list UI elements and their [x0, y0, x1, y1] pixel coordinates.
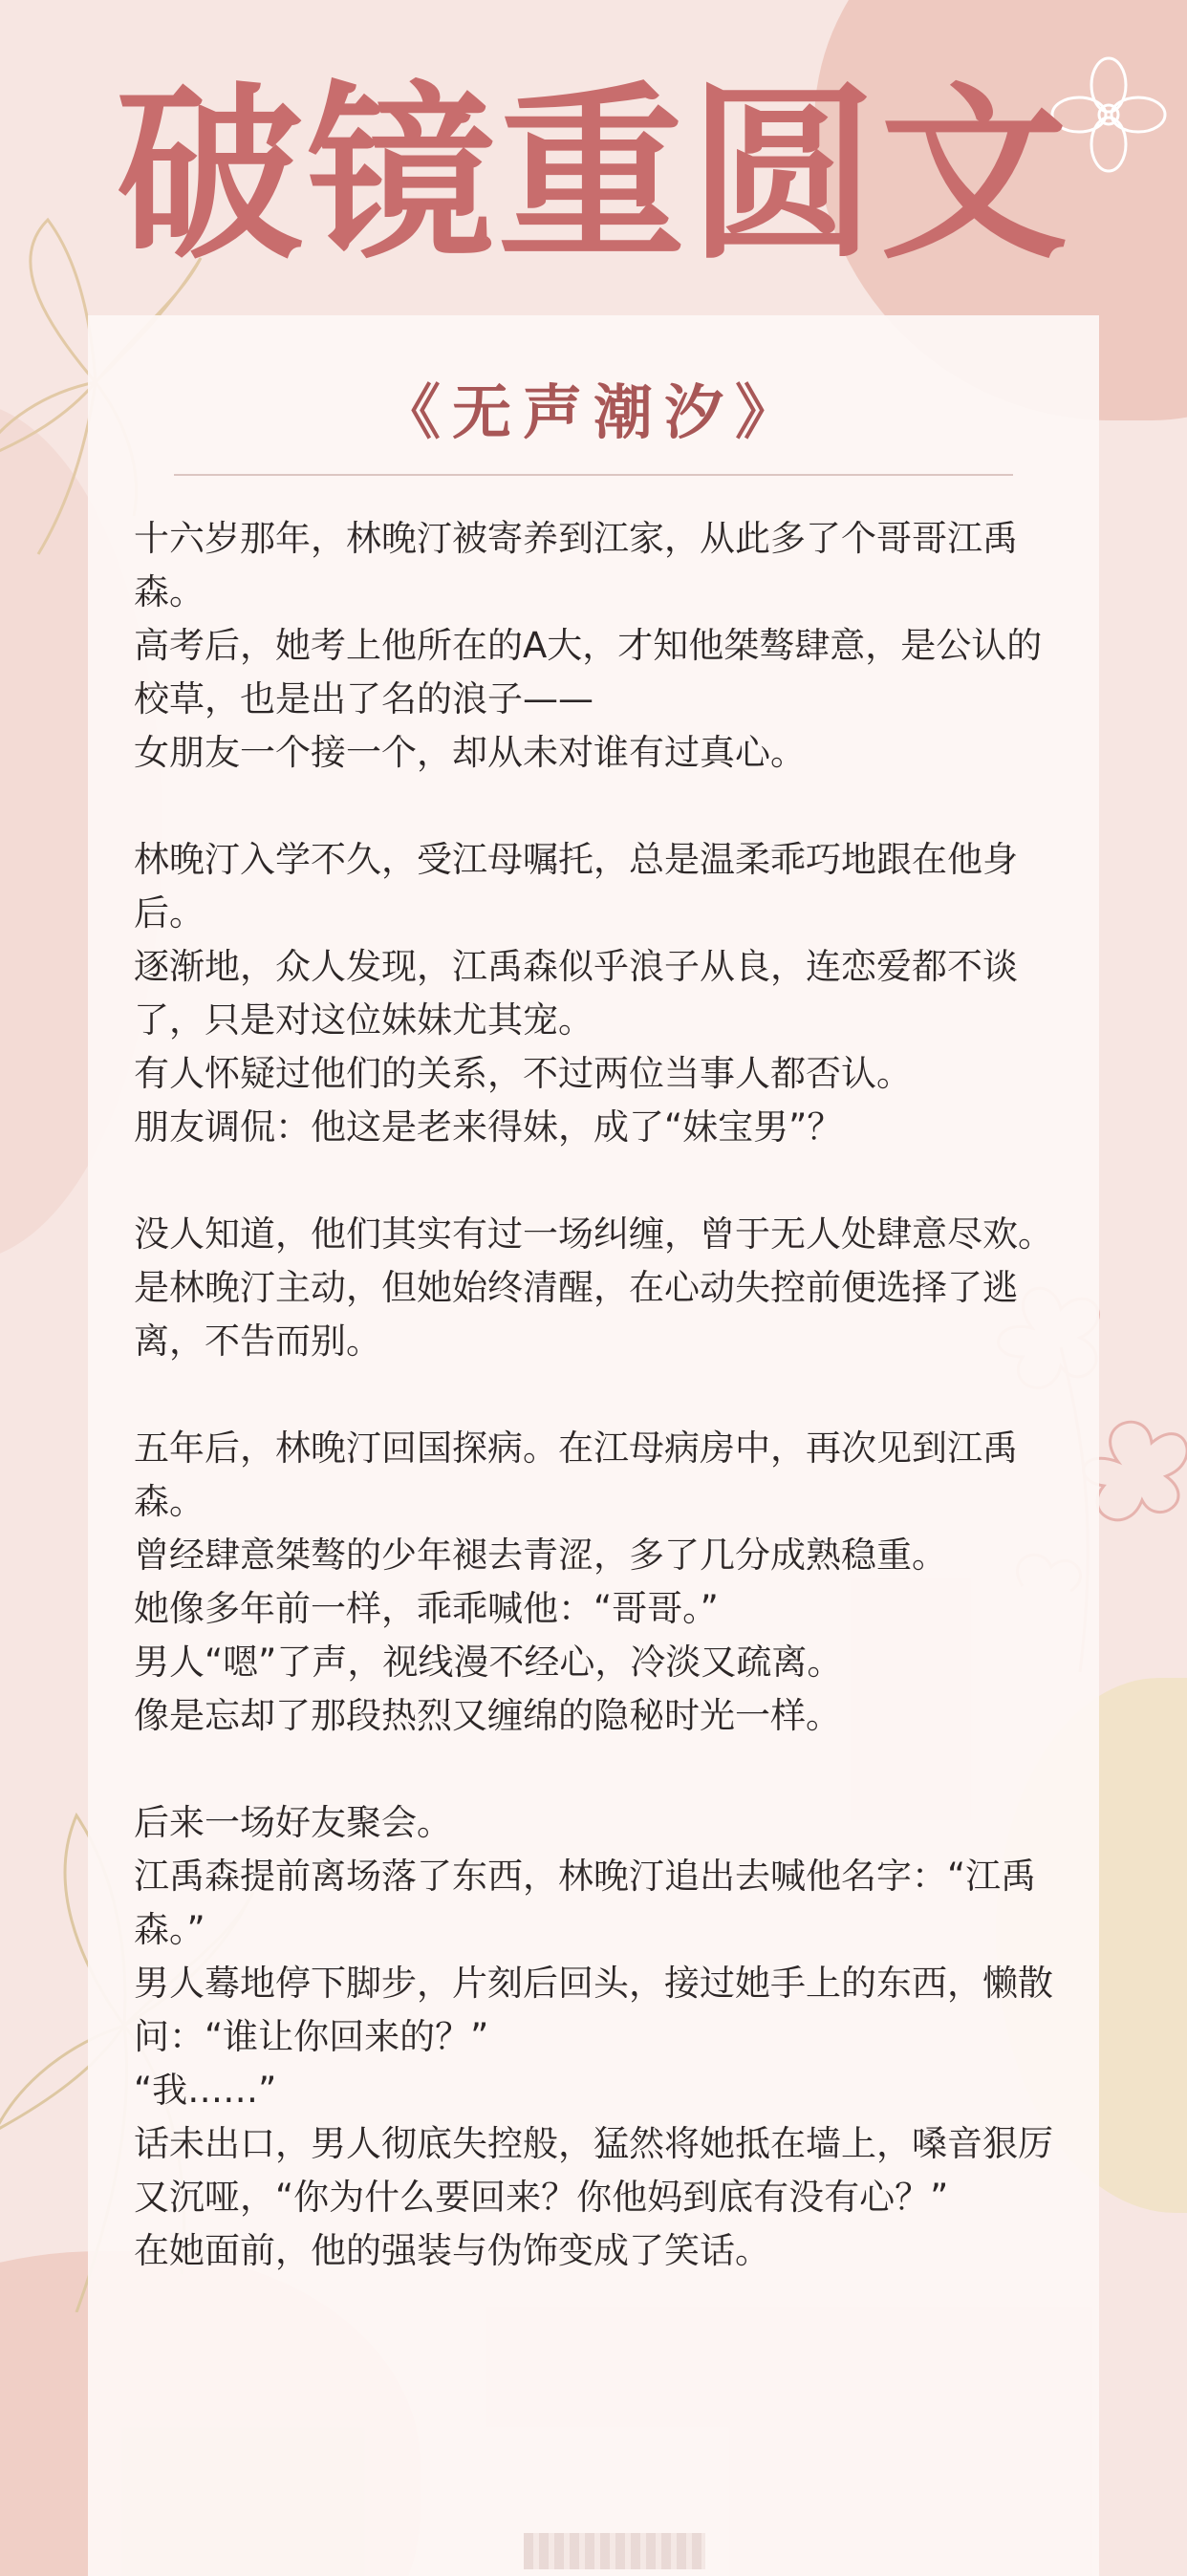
synopsis-paragraph — [134, 1796, 1057, 2278]
synopsis-line: 五年后，林晚汀回国探病。在江母病房中，再次见到江禹森。 — [134, 1428, 1018, 1522]
synopsis-line: 在她面前，他的强装与伪饰变成了笑话。 — [134, 2230, 770, 2271]
synopsis-line: 逐渐地，众人发现，江禹森似乎浪子从良，连恋爱都不谈了，只是对这位妹妹尤其宠。 — [134, 946, 1018, 1041]
synopsis-line: 后来一场好友聚会。 — [134, 1802, 452, 1843]
synopsis-line: 女朋友一个接一个，却从未对谁有过真心。 — [134, 732, 806, 773]
watermark — [524, 2533, 705, 2569]
synopsis-line: 话未出口，男人彻底失控般，猛然将她抵在墙上，嗓音狠厉又沉哑，“你为什么要回来？你他妈到底有没有心？” — [134, 2123, 1053, 2218]
synopsis-paragraph — [134, 833, 1057, 1154]
synopsis-paragraph — [134, 1422, 1057, 1743]
book-title: 《无声潮汐》 — [380, 377, 806, 447]
synopsis-paragraph — [134, 512, 1057, 780]
synopsis-line: 十六岁那年，林晚汀被寄养到江家，从此多了个哥哥江禹森。 — [134, 518, 1018, 612]
synopsis-line: 高考后，她考上他所在的A大，才知他桀骜肆意，是公认的校草，也是出了名的浪子—— — [134, 625, 1043, 719]
synopsis-line: 有人怀疑过他们的关系，不过两位当事人都否认。 — [134, 1053, 912, 1094]
content-card — [88, 315, 1099, 2576]
page-title: 破镜重圆文 — [115, 67, 1071, 285]
synopsis-line: 是林晚汀主动，但她始终清醒，在心动失控前便选择了逃离，不告而别。 — [134, 1267, 1018, 1362]
synopsis-line: 曾经肆意桀骜的少年褪去青涩，多了几分成熟稳重。 — [134, 1535, 947, 1576]
synopsis-line: 男人蓦地停下脚步，片刻后回头，接过她手上的东西，懒散问：“谁让你回来的？” — [134, 1963, 1053, 2057]
synopsis-line: “我……” — [134, 2070, 277, 2111]
divider — [174, 474, 1013, 476]
synopsis-line: 朋友调侃：他这是老来得妹，成了“妹宝男”？ — [134, 1106, 843, 1148]
synopsis-line: 没人知道，他们其实有过一场纠缠，曾于无人处肆意尽欢。 — [134, 1213, 1053, 1255]
synopsis-paragraph — [134, 1208, 1057, 1368]
synopsis-line: 像是忘却了那段热烈又缠绵的隐秘时光一样。 — [134, 1695, 841, 1736]
synopsis-line: 林晚汀入学不久，受江母嘱托，总是温柔乖巧地跟在他身后。 — [134, 839, 1018, 934]
synopsis-body — [134, 512, 1057, 2278]
synopsis-line: 她像多年前一样，乖乖喊他：“哥哥。” — [134, 1588, 719, 1629]
synopsis-line: 江禹森提前离场落了东西，林晚汀追出去喊他名字：“江禹森。” — [134, 1856, 1037, 1950]
synopsis-line: 男人“嗯”了声，视线漫不经心，冷淡又疏离。 — [134, 1642, 843, 1683]
